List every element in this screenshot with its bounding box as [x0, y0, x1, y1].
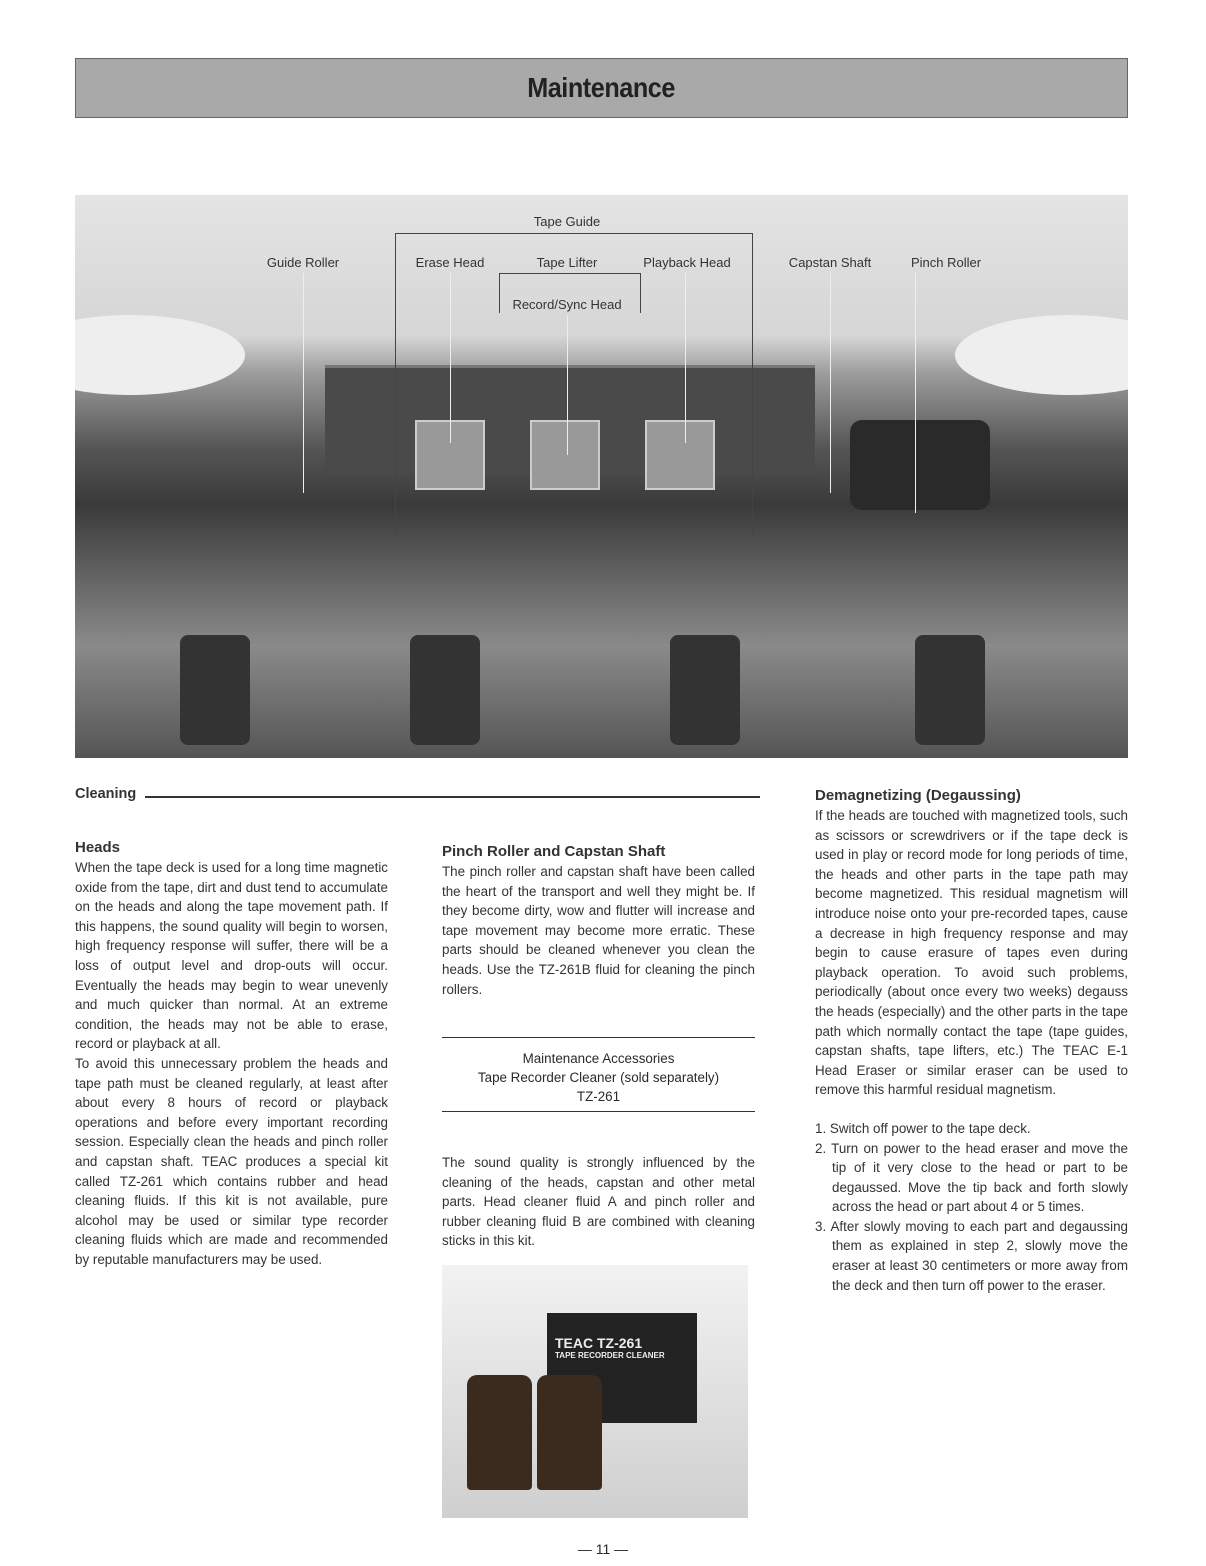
accessories-paragraph: The sound quality is strongly influenced by the cleaning of the heads, capstan and other metal parts. Head cleaner fluid A and pinch roller and rubber cleaning fluid B are combined with cleaning sticks in this kit.: [442, 1155, 755, 1249]
section-title-cleaning: Cleaning: [75, 786, 137, 802]
label-guide-roller: Guide Roller: [266, 255, 340, 270]
heads-column: [75, 838, 388, 1269]
leader-line: [640, 273, 641, 313]
demag-steps: [815, 1119, 1128, 1295]
demag-paragraph: If the heads are touched with magnetized tools, such as scissors or screwdrivers or if the tape deck is used in play or record mode for long periods of time, the heads and other parts in the tape path may become magnetized. This residual magnetism will introduce noise onto your pre-recorded tapes, cause a decrease in high frequency response and may begin to cause erasure of tapes even during playback operation. To avoid such problems, periodically (about once every two weeks) degauss the heads (especially) and the other parts in the tape path which normally contact the tape (tape guides, capstan shafts, tape lifters, etc.) The TEAC E-1 Head Eraser or similar eraser can be used to remove this harmful residual magnetism.: [815, 808, 1128, 1098]
leader-line: [499, 273, 640, 274]
tape-transport-photo: [75, 195, 1128, 758]
accessories-line-1: Maintenance Accessories: [522, 1051, 675, 1066]
record-head-image: [530, 420, 600, 490]
section-rule: [145, 796, 760, 798]
demag-step: 2. Turn on power to the head eraser and move the tip of it very close to the head or part to be degaussed. Move the tip back and forth slowly across the head or part about 4 or 5 times.: [815, 1140, 1128, 1215]
transport-foot: [670, 635, 740, 745]
label-erase-head: Erase Head: [415, 255, 485, 270]
leader-line: [395, 233, 752, 234]
transport-foot: [915, 635, 985, 745]
accessories-line-2: Tape Recorder Cleaner (sold separately): [477, 1070, 720, 1085]
label-record-sync-head: Record/Sync Head: [512, 297, 622, 312]
transport-foot: [410, 635, 480, 745]
leader-line: [915, 273, 916, 513]
leader-line: [499, 273, 500, 313]
label-pinch-roller: Pinch Roller: [910, 255, 982, 270]
leader-line: [303, 273, 304, 493]
left-reel: [75, 315, 245, 395]
demag-heading: Demagnetizing (Degaussing): [815, 787, 1021, 804]
demag-column: [815, 786, 1128, 1295]
playback-head-image: [645, 420, 715, 490]
demag-step: 3. After slowly moving to each part and degaussing them as explained in step 2, slowly move the eraser at least 30 centimeters or more away from the deck and then turn off power to the eraser.: [815, 1218, 1128, 1293]
leader-line: [395, 233, 396, 533]
label-tape-lifter: Tape Lifter: [536, 255, 598, 270]
page-title: Maintenance: [527, 72, 676, 103]
pinch-column: [442, 842, 755, 999]
bottle-a: [467, 1375, 532, 1490]
accessories-line-3: TZ-261: [576, 1089, 621, 1104]
heads-paragraph-2: To avoid this unnecessary problem the heads and tape path must be cleaned regularly, at least after about every 8 hours of record or playback operations and before every important recording session. Especially clean the heads and pinch roller and capstan shaft. TEAC produces a special kit called TZ-261 which contains rubber and head cleaning fluids. If this kit is not available, pure alcohol may be used or similar type recorder cleaning fluids which are made and recommended by reputable manufacturers may be used.: [75, 1055, 388, 1267]
right-reel: [955, 315, 1128, 395]
heads-heading: Heads: [75, 839, 121, 856]
cleaning-kit-photo: [442, 1265, 748, 1518]
accessories-box: [442, 1037, 755, 1112]
bottle-b: [537, 1375, 602, 1490]
heads-paragraph-1: When the tape deck is used for a long time magnetic oxide from the tape, dirt and dust tend to accumulate on the heads and along the tape movement path. If this happens, the sound quality will begin to worsen, high frequency response will suffer, there will be a loss of output level and drop-outs will occur. Eventually the heads may begin to wear unevenly and much quicker than normal. At an extreme condition, the heads may not be able to erase, record or playback at all.: [75, 860, 388, 1052]
page-number: — 11 —: [577, 1541, 629, 1557]
pinch-roller-image: [850, 420, 990, 510]
leader-line: [685, 273, 686, 443]
leader-line: [752, 233, 753, 533]
leader-line: [450, 273, 451, 443]
kit-box-sublabel: TAPE RECORDER CLEANER: [555, 1351, 665, 1360]
leader-line: [830, 273, 831, 493]
leader-line: [567, 315, 568, 455]
label-capstan-shaft: Capstan Shaft: [788, 255, 872, 270]
accessories-paragraph-wrap: [442, 1153, 755, 1251]
title-bar: [75, 58, 1128, 118]
label-tape-guide: Tape Guide: [533, 214, 601, 229]
pinch-paragraph: The pinch roller and capstan shaft have been called the heart of the transport and well they might be. If they become dirty, wow and flutter will increase and tape movement may become more erratic. These parts should be cleaned whenever you clean the heads. Use the TZ-261B fluid for cleaning the pinch rollers.: [442, 864, 755, 997]
label-playback-head: Playback Head: [643, 255, 731, 270]
pinch-heading: Pinch Roller and Capstan Shaft: [442, 843, 666, 860]
transport-foot: [180, 635, 250, 745]
kit-box-label: TEAC TZ-261: [555, 1335, 643, 1351]
demag-step: 1. Switch off power to the tape deck.: [815, 1120, 1031, 1136]
